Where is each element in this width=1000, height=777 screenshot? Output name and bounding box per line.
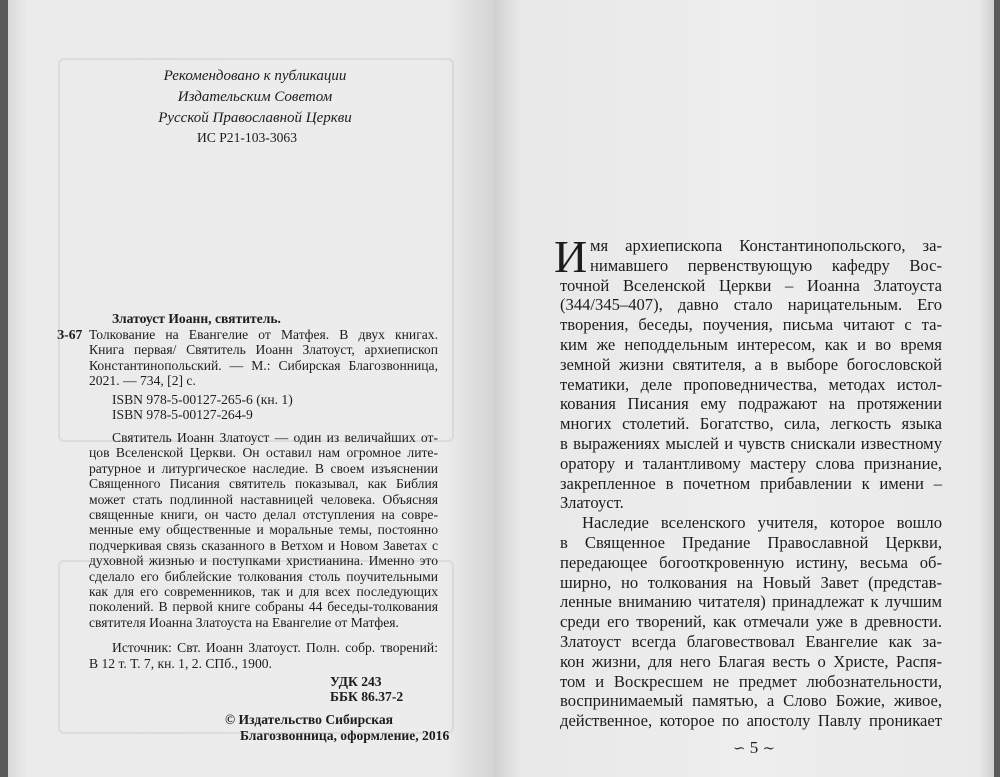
udk-code: УДК 243 — [330, 674, 382, 689]
body-text-line: оратору и талантливому мастеру слова признание, — [560, 453, 942, 473]
annotation-line: ратурное и литургическое наследие. В своем изъяснении — [89, 460, 438, 476]
left-page — [8, 0, 494, 777]
right-page — [494, 0, 994, 777]
body-text-line: ким же неподдельным интересом, как и во время — [560, 335, 942, 354]
body-text-line: точной Вселенской Церкви – Иоанна Златоуста — [560, 275, 942, 295]
source-line: В 12 т. Т. 7, кн. 1, 2. СПб., 1900. — [89, 656, 272, 671]
body-text-line: среди его творений, как отмечали уже в древности. — [560, 612, 942, 632]
annotation-line: как для его современников, так и для всех последующих — [89, 584, 438, 599]
body-text-line: земной жизни святителя, а в выборе богословской — [560, 354, 942, 374]
bibliographic-line: Константинопольский. — М.: Сибирская Благозвонница, — [89, 357, 438, 373]
approval-code: ИС Р21-103-3063 — [196, 130, 298, 145]
body-text-line: творения, беседы, поучения, письма читают с та- — [560, 315, 942, 335]
annotation-line: может стать подлинной наставницей человека. Объясняя — [89, 491, 438, 507]
annotation-line: святителя Иоанна Златоуста на Евангелие от Матфея. — [89, 614, 399, 630]
body-text-line: Златоуст. — [560, 493, 624, 513]
body-text-line: кон жизни, для него Благая весть о Христе, Распя- — [560, 651, 942, 671]
bbk-code: ББК 86.37-2 — [330, 689, 404, 704]
annotation-line: духовной жизнью и поступками христианина. Именно это — [89, 553, 438, 569]
body-text-line: Златоуст всегда благовествовал Евангелие как за- — [560, 632, 942, 651]
annotation-line: Святитель Иоанн Златоуст — один из величайших от- — [112, 430, 438, 445]
body-text-line: (344/345–407), давно стало нарицательным. Его — [560, 295, 942, 315]
ornament-right-icon: ∼ — [762, 741, 776, 757]
body-text-line: передающее богооткровенную истину, весьма об- — [560, 552, 942, 572]
annotation-line: цов Вселенской Церкви. Он оставил нам огромное лите- — [89, 445, 438, 461]
annotation-line: священные книги, он часто делал отступления на совре- — [89, 507, 438, 522]
copyright-line: © Издательство Сибирская — [225, 712, 393, 727]
body-text-line: тематики, деле проповедничества, методах истол- — [560, 374, 942, 394]
body-text-line: Наследие вселенского учителя, которое вошло — [582, 513, 942, 533]
body-text-line: действенное, которое по апостолу Павлу проникает — [560, 711, 942, 731]
annotation-line: Священного Писания святитель показывал, как Библия — [89, 476, 438, 492]
approval-line: Рекомендовано к публикации — [163, 68, 347, 84]
body-text-line: мя архиепископа Константинопольского, за- — [590, 236, 942, 255]
body-text-line: закрепленное в почетном прибавлении к имени – — [560, 473, 942, 493]
body-text-line: в выражениях мыслей и чувств снискали известному — [560, 434, 942, 453]
annotation-line: подчеркивая связь сказанного в Ветхом и Новом Заветах с — [89, 537, 438, 553]
body-text-line: многих столетий. Богатство, сила, легкость языка — [560, 414, 942, 434]
page-number-text: 5 — [749, 738, 759, 757]
approval-line: Издательским Советом — [177, 89, 333, 105]
isbn-line: ISBN 978-5-00127-265-6 (кн. 1) — [112, 392, 293, 407]
drop-cap: И — [554, 231, 588, 282]
bibliographic-line: Толкование на Евангелие от Матфея. В двух книгах. — [89, 327, 438, 342]
author-heading: Златоуст Иоанн, святитель. — [112, 311, 281, 326]
body-text-line: воспринимаемый памятью, а Слово Божие, живое, — [560, 691, 942, 711]
body-text-line: ширно, но толкования на Новый Завет (представ- — [560, 572, 942, 592]
page-number — [494, 738, 1000, 758]
catalog-code: З-67 — [57, 327, 83, 342]
body-text-line: кования Писания ему подражают на протяжении — [560, 394, 942, 414]
annotation-line: поколений. В первой книге собраны 44 беседы-толкования — [89, 599, 438, 615]
approval-line: Русской Православной Церкви — [158, 110, 352, 126]
bibliographic-line: 2021. — 734, [2] с. — [89, 373, 196, 389]
body-text-line: том и Воскресшем не предмет любознательности, — [560, 671, 942, 691]
body-text-line: ленные вниманию читателя) принадлежат к лучшим — [560, 592, 942, 612]
bibliographic-line: Книга первая/ Святитель Иоанн Златоуст, архиепископ — [89, 342, 438, 358]
annotation-line: менные ему общественные и моральные темы, постоянно — [89, 522, 438, 538]
copyright-line: Благозвонница, оформление, 2016 — [240, 728, 450, 743]
source-line: Источник: Свт. Иоанн Златоуст. Полн. собр. творений: — [112, 640, 438, 655]
isbn-line: ISBN 978-5-00127-264-9 — [112, 407, 253, 423]
body-text-line: в Священное Предание Православной Церкви, — [560, 533, 942, 552]
annotation-line: сделало его библейские толкования столь поучительными — [89, 568, 438, 584]
ornament-left-icon: ∽ — [732, 741, 746, 757]
body-text-line: нимавшего первенствующую кафедру Вос- — [590, 255, 942, 275]
